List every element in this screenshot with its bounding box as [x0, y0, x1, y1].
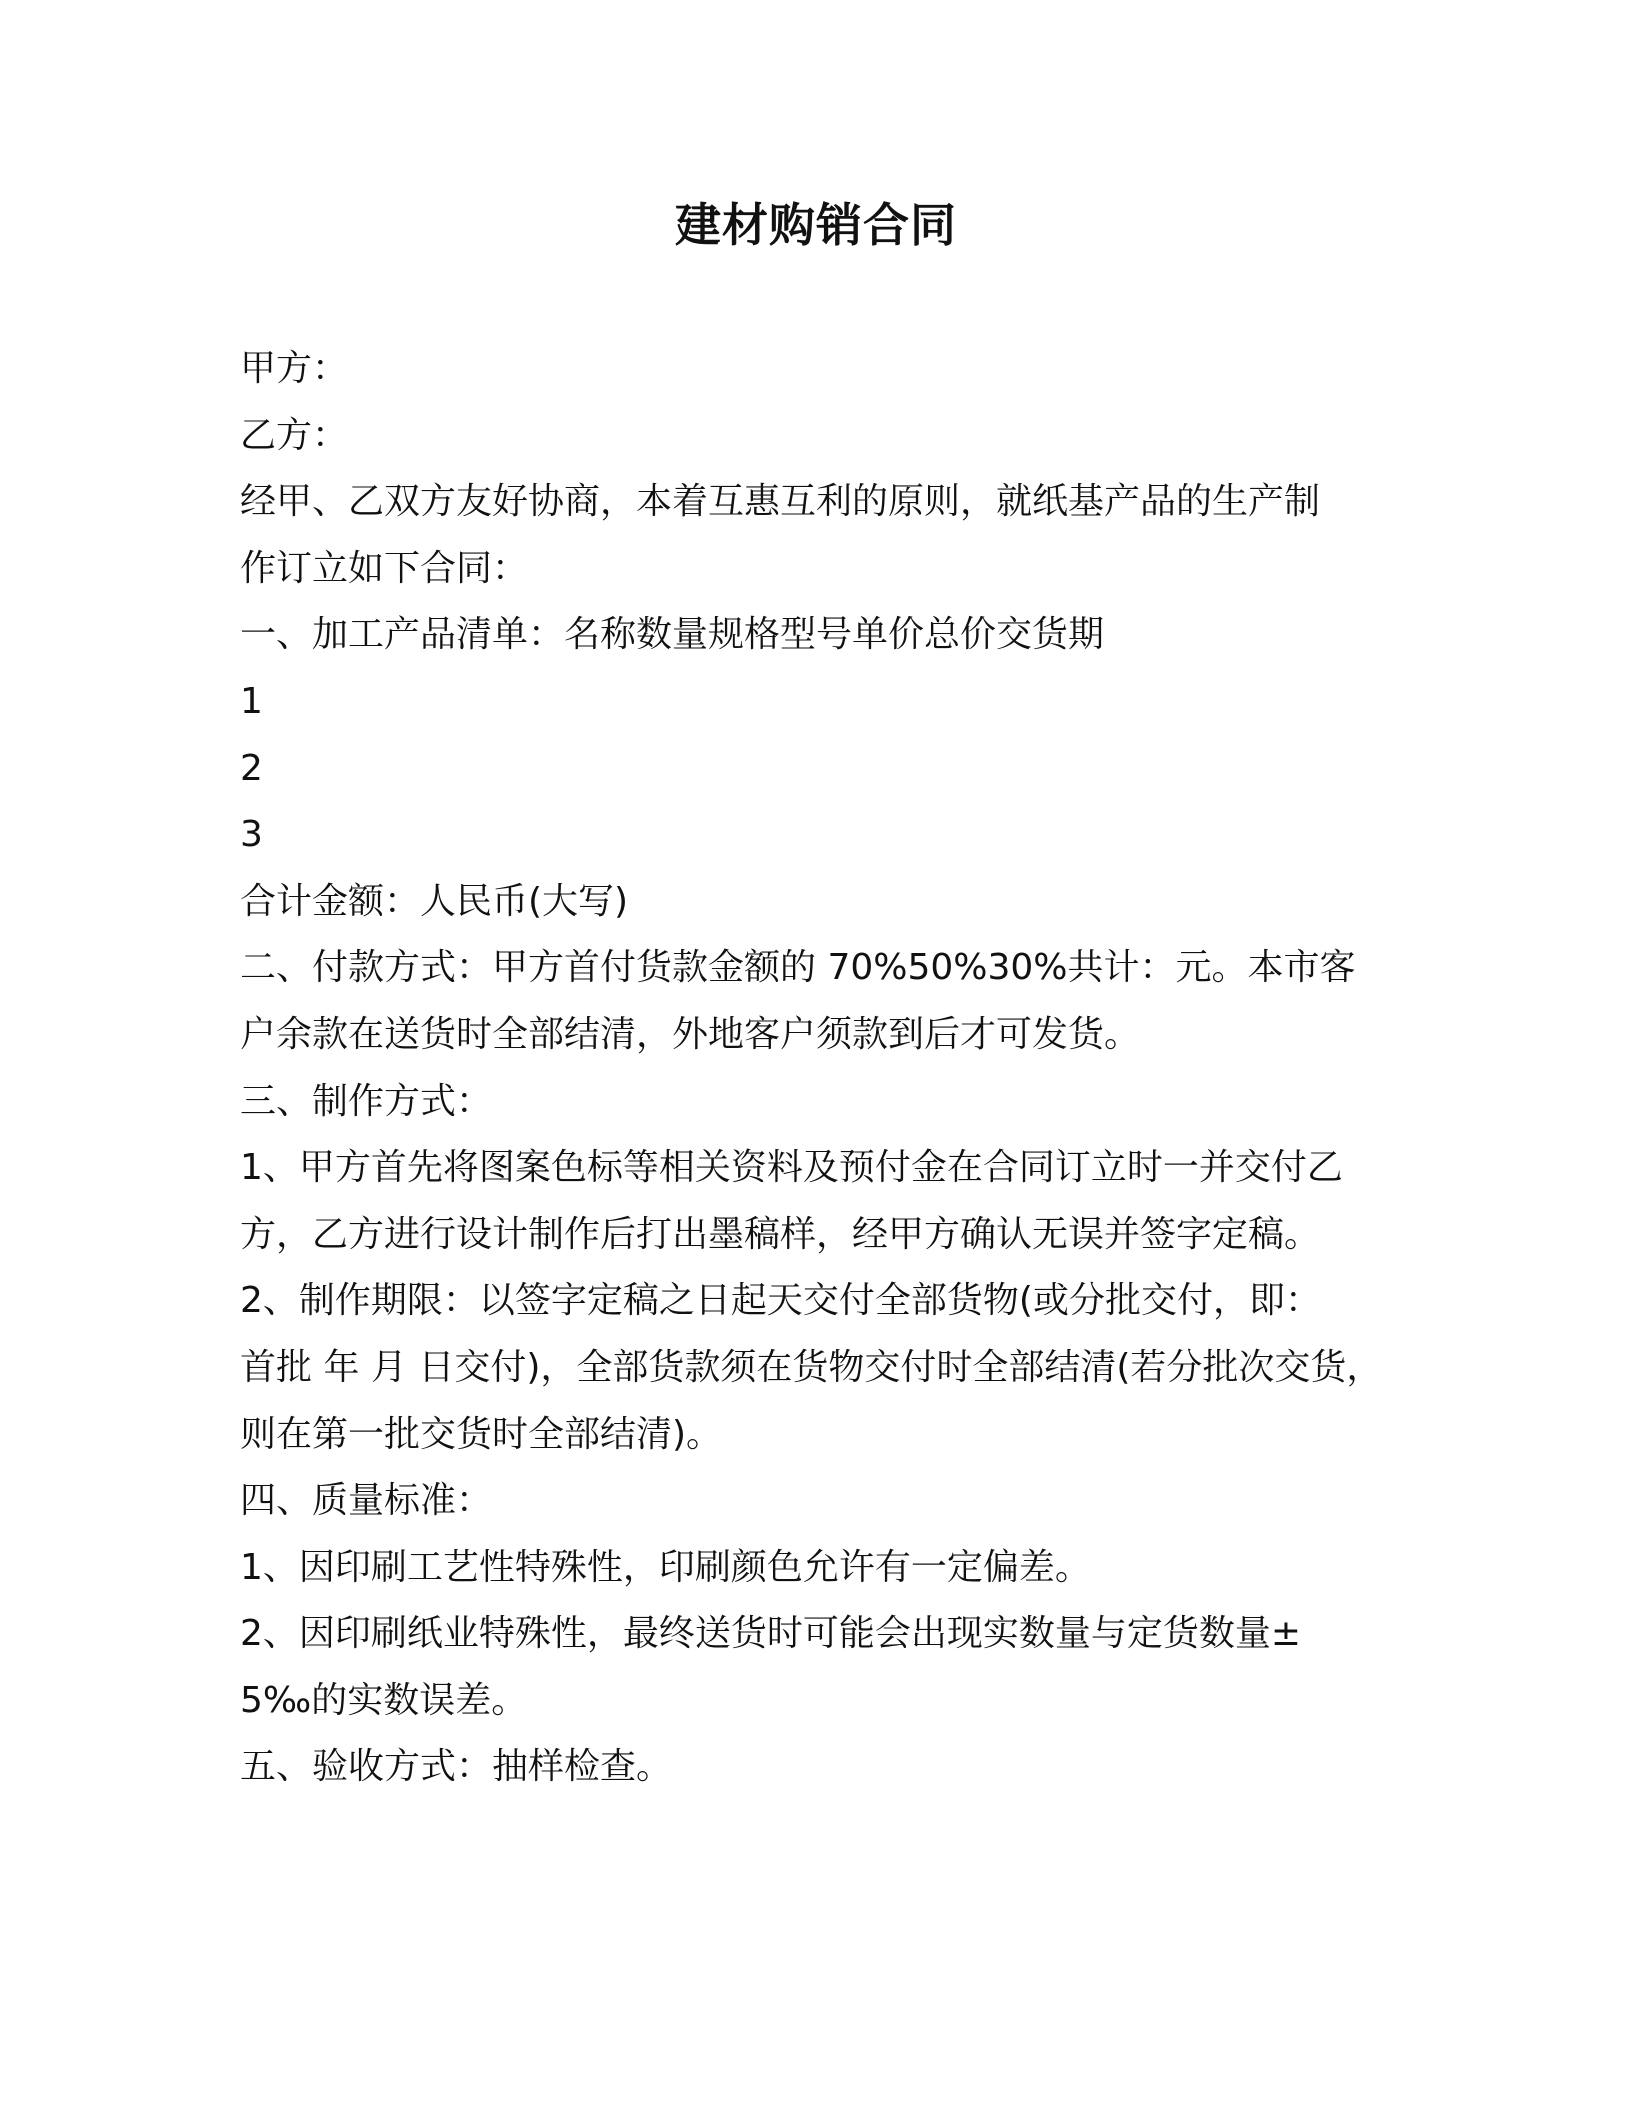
section-3-item-1-cont: 方，乙方进行设计制作后打出墨稿样，经甲方确认无误并签字定稿。: [240, 1213, 1321, 1255]
section-2-heading: 二、付款方式：甲方首付货款金额的 70%50%30%共计：元。本市客: [240, 947, 1356, 989]
product-row-3: 3: [240, 814, 263, 856]
section-3-item-1: 1、甲方首先将图案色标等相关资料及预付金在合同订立时一并交付乙: [240, 1147, 1343, 1189]
section-1-heading: 一、加工产品清单：名称数量规格型号单价总价交货期: [240, 614, 1105, 656]
party-a-line: 甲方：: [240, 348, 349, 389]
section-3-item-2-cont: 则在第一批交货时全部结清)。: [240, 1413, 723, 1455]
section-4-item-2-cont: 5‰的实数误差。: [240, 1679, 528, 1721]
section-4-item-2: 2、因印刷纸业特殊性，最终送货时可能会出现实数量与定货数量±: [240, 1613, 1302, 1655]
section-3-heading: 三、制作方式：: [240, 1080, 493, 1122]
intro-line: 经甲、乙双方友好协商，本着互惠互利的原则，就纸基产品的生产制: [240, 481, 1321, 523]
intro-line: 作订立如下合同：: [240, 547, 529, 589]
product-row-2: 2: [240, 747, 263, 789]
contract-body: [240, 336, 1410, 1801]
section-4-item-1: 1、因印刷工艺性特殊性，印刷颜色允许有一定偏差。: [240, 1546, 1091, 1588]
product-row-1: 1: [240, 680, 263, 722]
total-amount-line: 合计金额：人民币(大写): [240, 880, 629, 922]
section-3-item-2-cont: 首批 年 月 日交付)，全部货款须在货物交付时全部结清(若分批次交货，: [240, 1346, 1383, 1388]
section-2-text: 户余款在送货时全部结清，外地客户须款到后才可发货。: [240, 1013, 1141, 1055]
section-3-item-2: 2、制作期限：以签字定稿之日起天交付全部货物(或分批交付，即：: [240, 1280, 1321, 1322]
party-b-line: 乙方：: [240, 414, 349, 456]
section-5-heading: 五、验收方式：抽样检查。: [240, 1746, 673, 1788]
document-title: 建材购销合同: [675, 198, 957, 252]
section-4-heading: 四、质量标准：: [240, 1480, 493, 1522]
